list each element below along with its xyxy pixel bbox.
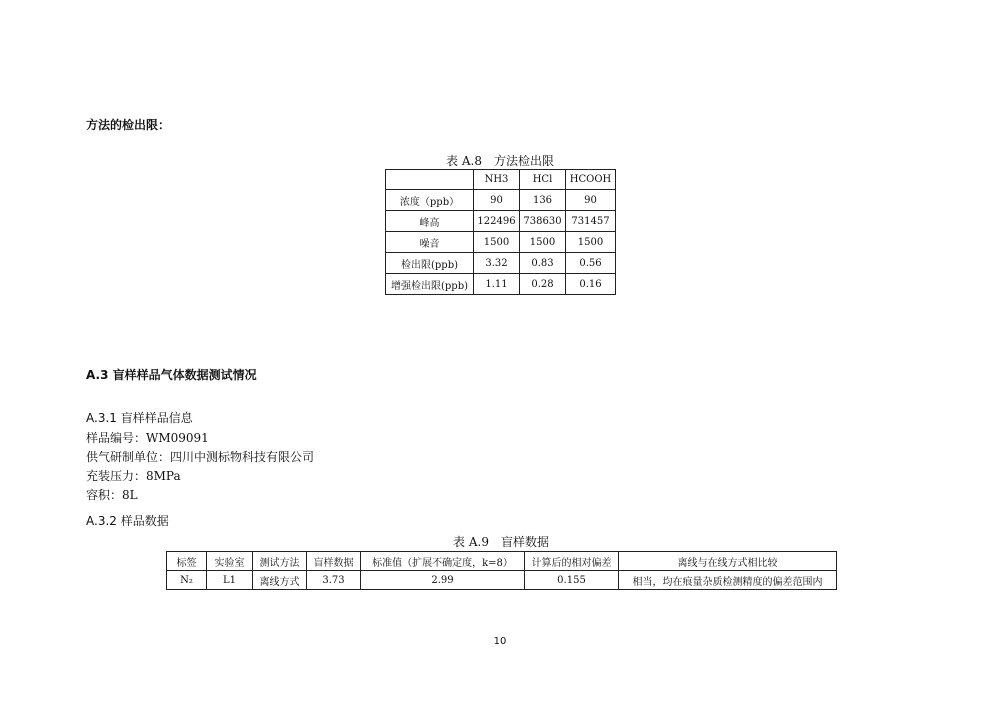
table-row	[167, 571, 837, 590]
table-cell: 1500	[566, 232, 616, 253]
table-cell: 离线方式	[253, 571, 307, 590]
table-cell: 峰高	[386, 211, 474, 232]
table-cell: 检出限(ppb)	[386, 253, 474, 274]
table-cell: 738630	[520, 211, 566, 232]
table-cell: 1.11	[474, 274, 520, 295]
table-cell: 1500	[520, 232, 566, 253]
table-row	[386, 253, 616, 274]
table-row	[386, 232, 616, 253]
table-cell: 122496	[474, 211, 520, 232]
supplier-line: 供气研制单位：四川中测标物科技有限公司	[86, 450, 315, 464]
table-cell: 0.28	[520, 274, 566, 295]
table-a9-header-cell: 标准值（扩展不确定度，k=8）	[361, 552, 525, 571]
section-a3-title: A.3 盲样样品气体数据测试情况	[86, 368, 257, 382]
table-cell: 731457	[566, 211, 616, 232]
table-a9-caption: 表 A.9 盲样数据	[453, 535, 549, 549]
table-a9-header-cell: 盲样数据	[307, 552, 361, 571]
table-cell: 增强检出限(ppb)	[386, 274, 474, 295]
table-a9-header-cell: 测试方法	[253, 552, 307, 571]
table-cell: 3.73	[307, 571, 361, 590]
table-a8-header-cell: HCl	[520, 170, 566, 190]
table-a8-header-cell: HCOOH	[566, 170, 616, 190]
table-a8-header-row	[386, 170, 616, 190]
table-a9-header-cell: 实验室	[207, 552, 253, 571]
table-a8-header-cell: NH3	[474, 170, 520, 190]
table-cell: 136	[520, 190, 566, 211]
table-cell: 90	[474, 190, 520, 211]
table-cell: 90	[566, 190, 616, 211]
table-cell: N₂	[167, 571, 207, 590]
table-cell: 0.155	[525, 571, 619, 590]
page-number: 10	[493, 636, 507, 647]
table-a9-header-row	[167, 552, 837, 571]
section-lod-title: 方法的检出限：	[86, 118, 171, 132]
table-a8-caption: 表 A.8 方法检出限	[446, 154, 554, 168]
sample-info	[86, 430, 314, 506]
table-row	[386, 190, 616, 211]
pressure-line: 充装压力：8MPa	[86, 469, 181, 483]
table-a8-header-cell	[386, 170, 474, 190]
volume-line: 容积：8L	[86, 488, 138, 502]
table-a9-header-cell: 标签	[167, 552, 207, 571]
table-cell: 2.99	[361, 571, 525, 590]
table-cell: L1	[207, 571, 253, 590]
table-cell: 浓度（ppb）	[386, 190, 474, 211]
table-a9-header-cell: 计算后的相对偏差	[525, 552, 619, 571]
table-cell: 0.16	[566, 274, 616, 295]
sample-id-line: 样品编号：WM09091	[86, 431, 209, 445]
section-a32-title: A.3.2 样品数据	[86, 514, 169, 528]
table-cell: 0.83	[520, 253, 566, 274]
table-cell: 3.32	[474, 253, 520, 274]
section-a31-title: A.3.1 盲样样品信息	[86, 411, 193, 425]
table-row	[386, 274, 616, 295]
table-a8	[385, 169, 616, 295]
table-cell: 0.56	[566, 253, 616, 274]
table-row	[386, 211, 616, 232]
table-a9	[166, 551, 837, 590]
table-cell: 1500	[474, 232, 520, 253]
table-cell: 噪音	[386, 232, 474, 253]
table-a9-header-cell: 离线与在线方式相比较	[619, 552, 837, 571]
table-cell: 相当，均在痕量杂质检测精度的偏差范围内	[619, 571, 837, 590]
